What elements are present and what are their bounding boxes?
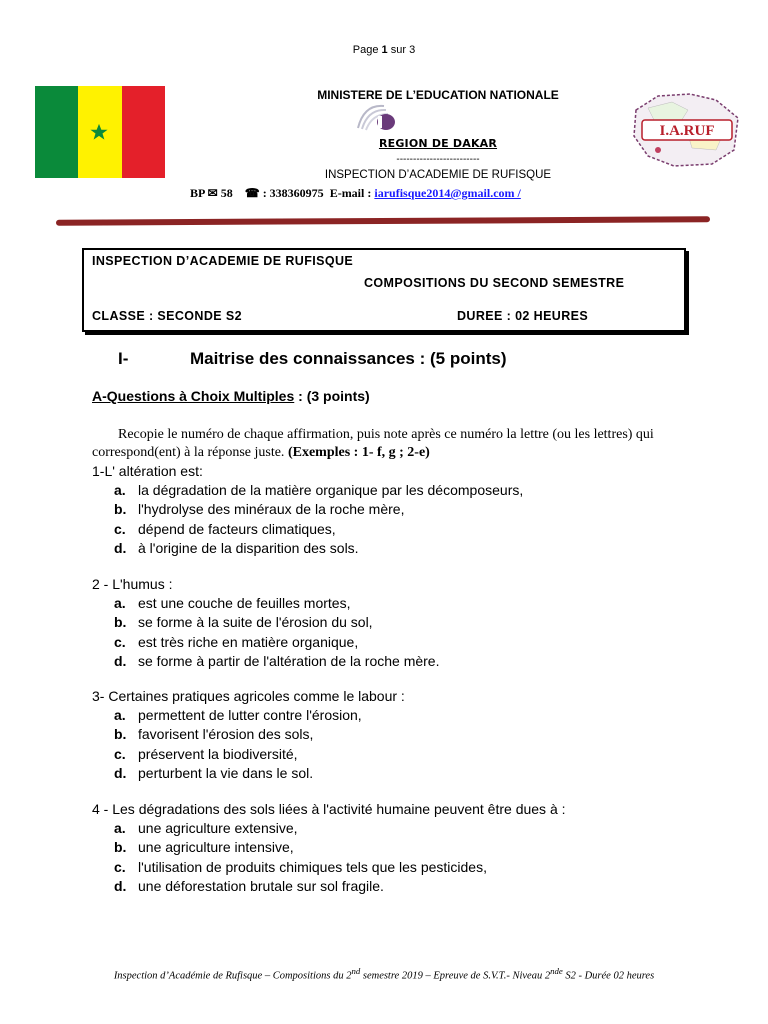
option-text: se forme à la suite de l'érosion du sol, <box>138 614 373 631</box>
separator-dashes: ------------------------- <box>396 154 480 165</box>
option-letter: d. <box>114 539 127 556</box>
instructions-paragraph: Recopie le numéro de chaque affirmation, puis note après ce numéro la lettre (ou les lettres) qui correspond(ent) à la réponse juste. (Exemples : 1- f, g ; 2-e) <box>92 427 654 460</box>
option-text: est une couche de feuilles mortes, <box>138 595 351 612</box>
question-1: 1-L' altération est: <box>92 463 203 479</box>
option-letter: a. <box>114 482 126 499</box>
option-2-4 <box>114 653 440 669</box>
option-letter: d. <box>114 764 127 781</box>
option-1-4 <box>114 540 359 556</box>
option-3-1 <box>114 707 362 723</box>
box-organisation: INSPECTION D’ACADEMIE DE RUFISQUE <box>92 254 354 268</box>
option-3-2 <box>114 726 313 742</box>
region-title: REGION DE DAKAR <box>378 137 498 150</box>
option-letter: c. <box>114 633 126 650</box>
ministry-title: MINISTERE DE L’EDUCATION NATIONALE <box>317 88 559 102</box>
option-letter: d. <box>114 652 127 669</box>
box-classe: CLASSE : SECONDE S2 <box>92 309 242 323</box>
option-text: favorisent l'érosion des sols, <box>138 726 314 743</box>
option-text: une agriculture intensive, <box>138 839 294 856</box>
svg-text:I.A.RUF: I.A.RUF <box>659 123 715 139</box>
subsection-heading: A-Questions à Choix Multiples : (3 points) <box>92 388 370 404</box>
option-1-3 <box>114 521 336 537</box>
rufisque-academy-logo <box>628 88 743 170</box>
option-text: la dégradation de la matière organique par les décomposeurs, <box>138 482 524 499</box>
option-2-2 <box>114 614 373 630</box>
option-letter: b. <box>114 501 127 518</box>
option-text: préservent la biodiversité, <box>138 745 298 762</box>
option-text: l'hydrolyse des minéraux de la roche mère, <box>138 501 405 518</box>
option-4-2 <box>114 839 294 855</box>
option-text: permettent de lutter contre l'érosion, <box>138 707 362 724</box>
option-letter: b. <box>114 614 127 631</box>
option-1-2 <box>114 501 404 517</box>
option-text: une déforestation brutale sur sol fragile. <box>138 877 384 894</box>
option-letter: a. <box>114 707 126 724</box>
option-4-4 <box>114 878 384 894</box>
option-4-1 <box>114 820 298 836</box>
page-footer: Inspection d’Académie de Rufisque – Compositions du 2nd semestre 2019 – Epreuve de S.V.T.- Niveau 2nde S2 - Durée 02 heures <box>113 966 655 982</box>
page-number: Page 1 sur 3 <box>352 44 416 56</box>
contact-line: BP ✉ 58 ☎ : 338360975 E-mail : iarufisque2014@gmail.com / <box>190 186 521 200</box>
option-text: l'utilisation de produits chimiques tels que les pesticides, <box>138 858 487 875</box>
option-1-1 <box>114 482 523 498</box>
header-divider <box>56 216 710 225</box>
box-duree: DUREE : 02 HEURES <box>457 309 589 323</box>
option-2-3 <box>114 634 358 650</box>
phone-icon: ☎ <box>244 186 260 200</box>
option-3-3 <box>114 746 298 762</box>
question-4: 4 - Les dégradations des sols liées à l'activité humaine peuvent être dues à : <box>92 801 566 817</box>
option-letter: c. <box>114 858 126 875</box>
question-2: 2 - L'humus : <box>92 576 173 592</box>
option-letter: b. <box>114 839 127 856</box>
option-letter: a. <box>114 595 126 612</box>
option-letter: c. <box>114 520 126 537</box>
option-letter: c. <box>114 745 126 762</box>
box-exam-title: COMPOSITIONS DU SECOND SEMESTRE <box>364 276 625 290</box>
option-letter: a. <box>114 820 126 837</box>
option-letter: b. <box>114 726 127 743</box>
email-link[interactable]: iarufisque2014@gmail.com / <box>374 186 521 200</box>
inspection-title: INSPECTION D’ACADEMIE DE RUFISQUE <box>324 169 552 181</box>
option-text: est très riche en matière organique, <box>138 633 359 650</box>
senegal-flag <box>35 86 165 178</box>
option-text: à l'origine de la disparition des sols. <box>138 539 359 556</box>
option-3-4 <box>114 765 313 781</box>
option-text: dépend de facteurs climatiques, <box>138 520 336 537</box>
option-text: perturbent la vie dans le sol. <box>138 764 314 781</box>
option-text: se forme à partir de l'altération de la roche mère. <box>138 652 440 669</box>
exam-info-box <box>82 248 686 332</box>
option-4-3 <box>114 859 487 875</box>
envelope-icon: ✉ <box>207 186 218 200</box>
option-letter: d. <box>114 877 127 894</box>
question-3: 3- Certaines pratiques agricoles comme le labour : <box>92 688 405 704</box>
ministry-logo <box>350 98 400 136</box>
flag-star-icon <box>90 123 108 141</box>
option-text: une agriculture extensive, <box>138 820 298 837</box>
section-heading: I- Maitrise des connaissances : (5 points) <box>118 349 507 368</box>
option-2-1 <box>114 595 350 611</box>
